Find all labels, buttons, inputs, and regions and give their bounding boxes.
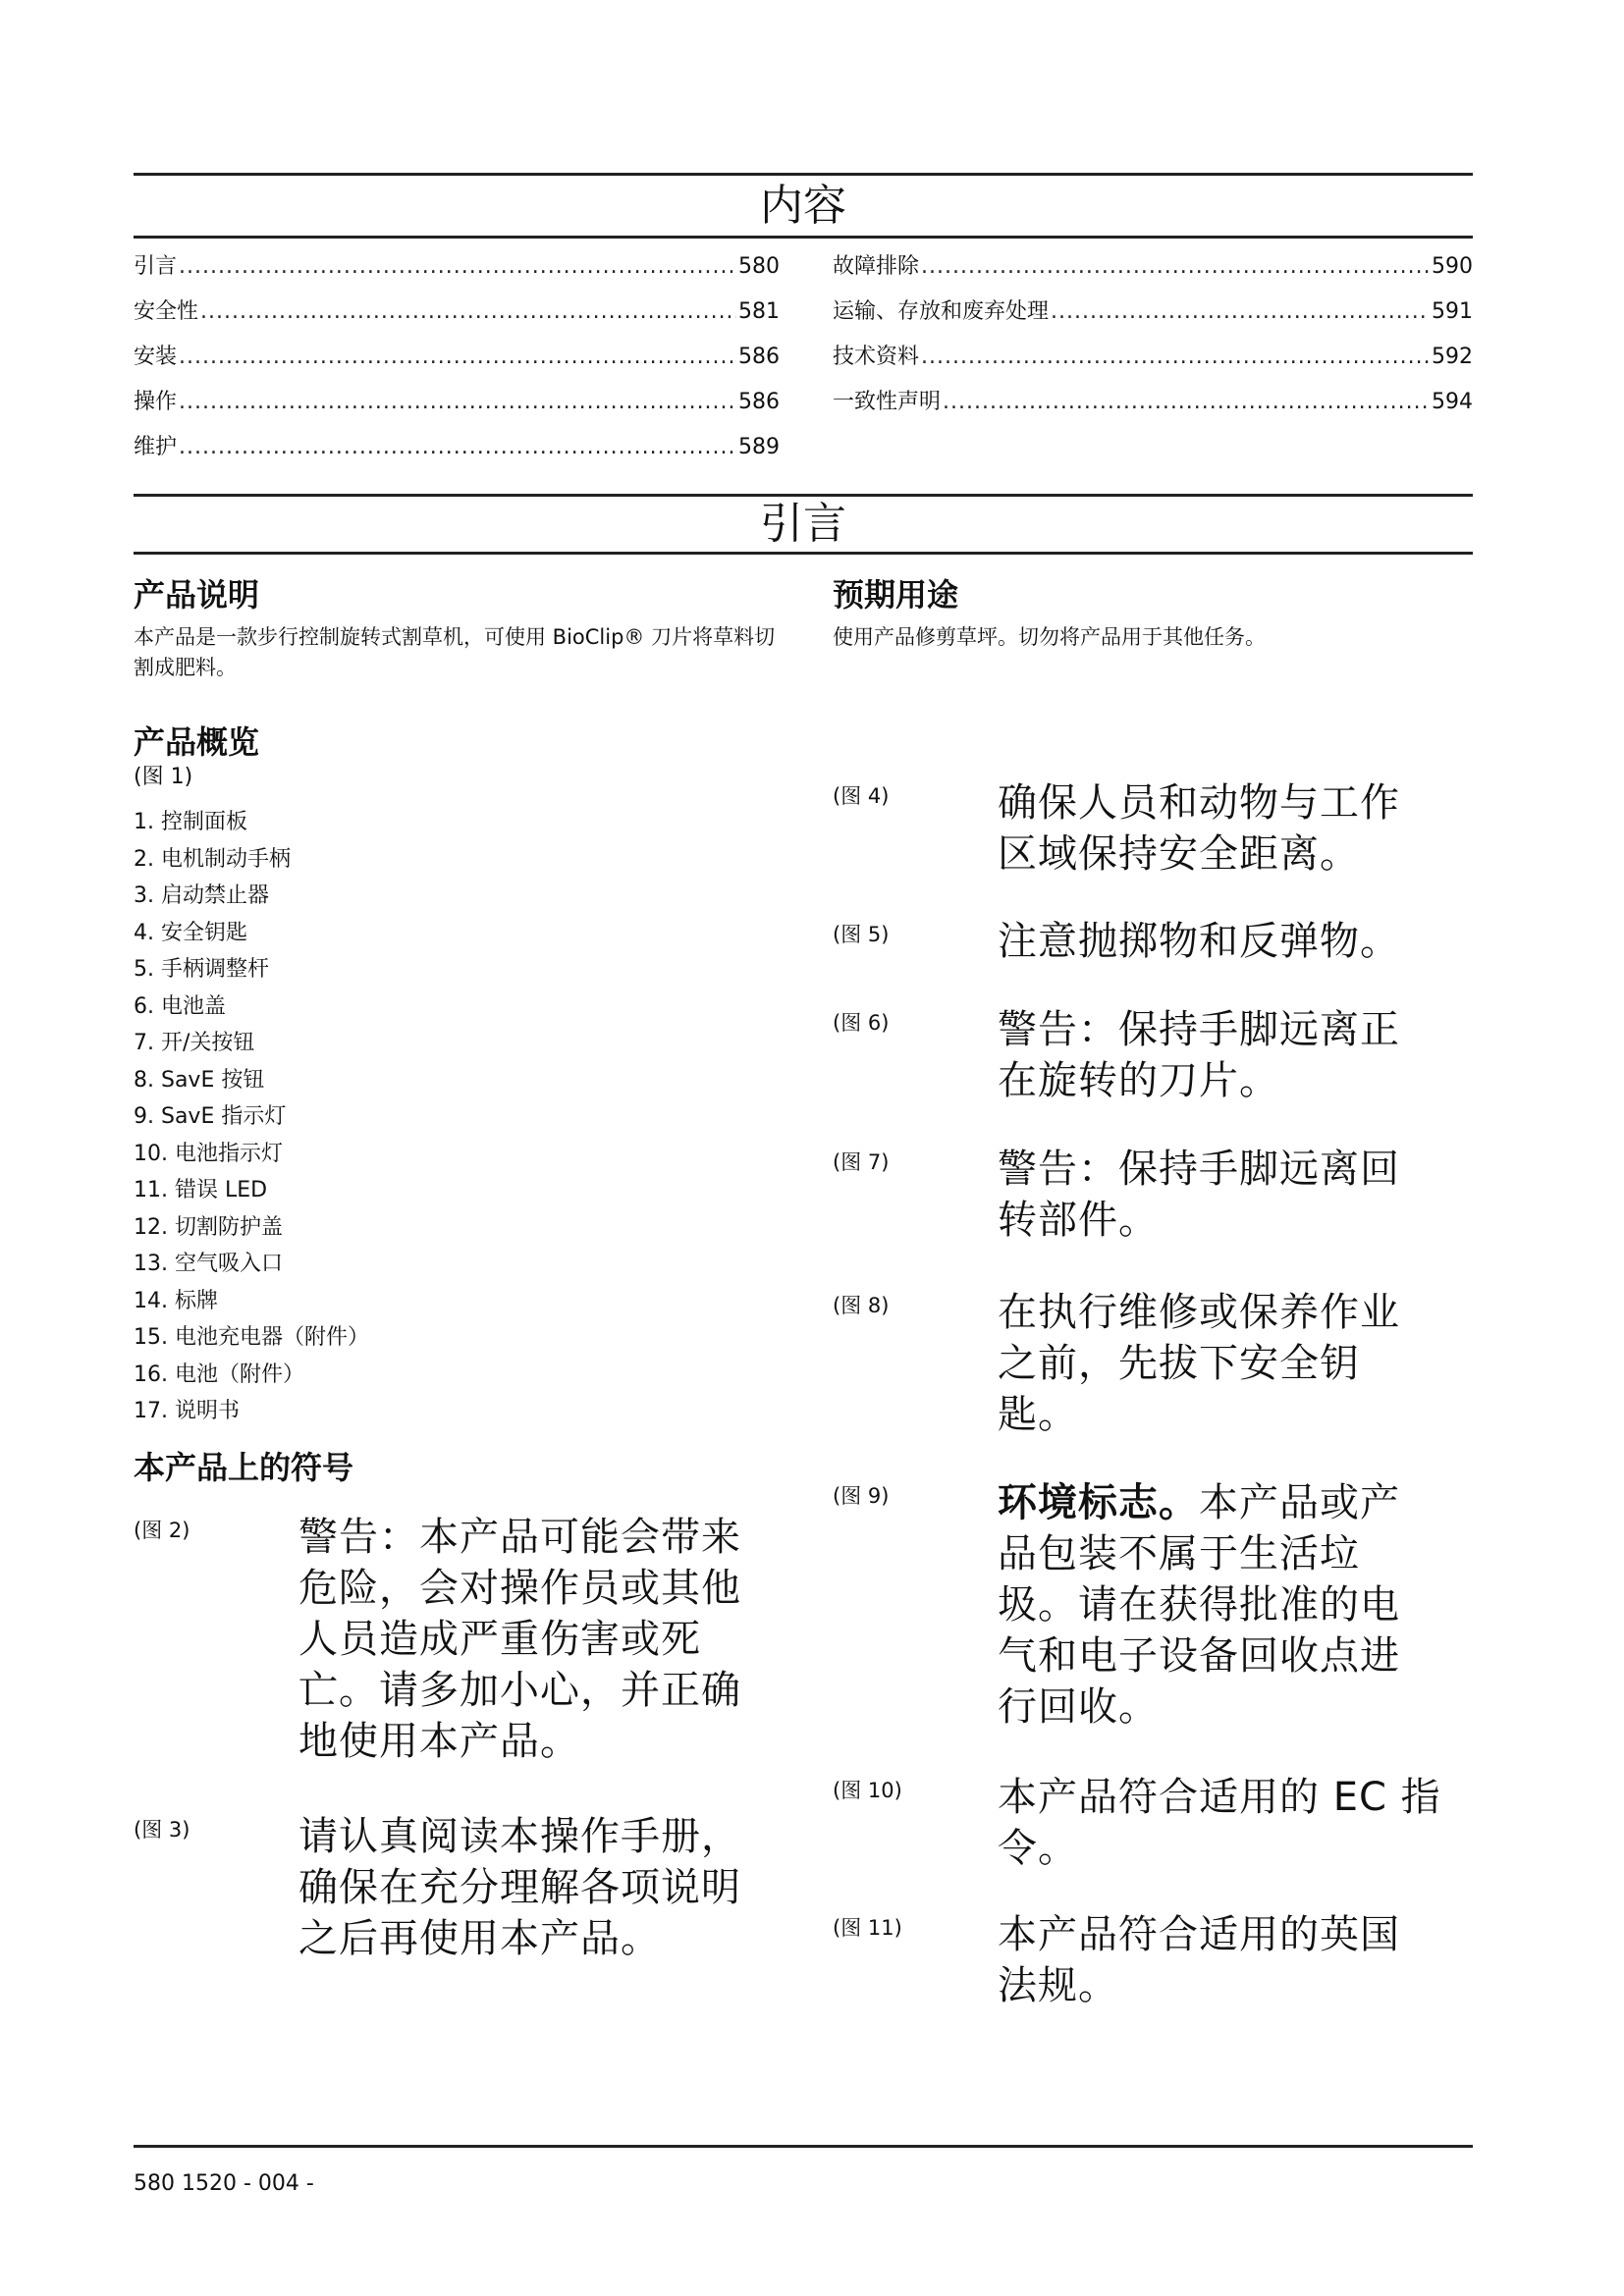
figure-ref: (图 7)	[833, 1150, 890, 1174]
list-item: 12. 切割防护盖	[134, 1214, 283, 1240]
toc-leader-dots	[179, 425, 736, 470]
symbol-note	[833, 1772, 1473, 1874]
product-description-section	[134, 575, 782, 683]
toc-entry[interactable]	[833, 244, 1473, 290]
manual-page	[134, 0, 1473, 2296]
symbol-note-text: 注意抛掷物和反弹物。	[998, 919, 1400, 964]
list-item: 15. 电池充电器（附件）	[134, 1325, 369, 1350]
toc-entry-label: 一致性声明	[833, 390, 942, 414]
figure-ref: (图 5)	[833, 923, 890, 946]
list-item: 13. 空气吸入口	[134, 1252, 283, 1276]
toc-entry[interactable]	[134, 244, 780, 290]
list-item: 6. 电池盖	[134, 993, 226, 1019]
symbol-note	[833, 916, 1473, 967]
toc-entry-label: 安全性	[134, 299, 199, 324]
list-item: 17. 说明书	[134, 1399, 240, 1423]
toc-leader-dots	[943, 380, 1430, 425]
symbol-note-text: 警告：本产品可能会带来危险，会对操作员或其他人员造成严重伤害或死亡。请多加小心，并正确地使用本产品。	[298, 1515, 741, 1764]
toc-leader-dots	[179, 380, 736, 425]
intended-use-heading: 预期用途	[833, 576, 959, 614]
list-item: 7. 开/关按钮	[134, 1031, 255, 1055]
toc-leader-dots	[921, 244, 1430, 290]
figure-ref: (图 10)	[833, 1779, 902, 1802]
figure-ref: (图 2)	[134, 1519, 190, 1542]
symbol-note-text	[998, 1477, 1439, 1733]
toc-entry-page: 589	[738, 435, 780, 459]
overview-figure-ref: (图 1)	[134, 765, 193, 789]
list-item: 3. 启动禁止器	[134, 883, 269, 908]
toc-leader-dots	[179, 335, 736, 380]
list-item: 9. SavE 指示灯	[134, 1104, 287, 1129]
symbol-note-text: 请认真阅读本操作手册，确保在充分理解各项说明之后再使用本产品。	[298, 1814, 741, 1961]
symbol-note-text: 警告：保持手脚远离回转部件。	[998, 1147, 1400, 1243]
intro-bottom-rule	[134, 552, 1473, 555]
intended-use-text: 使用产品修剪草坪。切勿将产品用于其他任务。	[833, 625, 1266, 649]
symbol-note-environment	[833, 1477, 1473, 1733]
symbol-note-body: 本产品或产品包装不属于生活垃圾。请在获得批准的电气和电子设备回收点进行回收。	[998, 1480, 1400, 1730]
toc-leader-dots	[179, 244, 736, 290]
parts-list	[134, 804, 782, 1430]
figure-ref: (图 9)	[833, 1484, 890, 1508]
toc-entry-page: 580	[738, 254, 780, 279]
symbol-note	[833, 1287, 1473, 1440]
footer-rule	[134, 2145, 1473, 2148]
list-item: 5. 手柄调整杆	[134, 957, 269, 982]
toc-entry-label: 操作	[134, 390, 178, 414]
symbol-note	[833, 1144, 1473, 1246]
list-item: 8. SavE 按钮	[134, 1067, 265, 1093]
toc-entry[interactable]	[134, 425, 780, 470]
toc-leader-dots	[921, 335, 1430, 380]
list-item: 1. 控制面板	[134, 810, 247, 834]
list-item: 2. 电机制动手柄	[134, 846, 291, 872]
toc-leader-dots	[1051, 290, 1430, 335]
toc-entry-page: 591	[1432, 299, 1473, 324]
toc-entry-label: 运输、存放和废弃处理	[833, 299, 1050, 324]
symbols-section	[134, 1448, 782, 1487]
toc-entry-label: 技术资料	[833, 345, 920, 369]
product-description-text: 本产品是一款步行控制旋转式割草机，可使用 BioClip® 刀片将草料切割成肥料。	[134, 625, 776, 679]
toc-entry-label: 故障排除	[833, 254, 920, 279]
document-number: 580 1520 - 004 -	[134, 2171, 314, 2196]
product-description-heading: 产品说明	[134, 576, 260, 614]
symbol-note	[833, 1909, 1473, 2011]
symbols-heading: 本产品上的符号	[134, 1449, 354, 1486]
intro-top-rule	[134, 494, 1473, 497]
figure-ref: (图 3)	[134, 1818, 190, 1842]
toc-entry[interactable]	[134, 290, 780, 335]
toc-entry-page: 594	[1432, 390, 1473, 414]
intro-title: 引言	[760, 499, 846, 549]
toc-bottom-rule	[134, 236, 1473, 239]
toc-entry-page: 581	[738, 299, 780, 324]
toc-entry[interactable]	[833, 380, 1473, 425]
symbol-note-bold-lead: 环境标志。	[998, 1480, 1199, 1525]
toc-left-column	[134, 244, 780, 470]
toc-entry[interactable]	[134, 380, 780, 425]
toc-entry[interactable]	[134, 335, 780, 380]
toc-entry[interactable]	[833, 335, 1473, 380]
toc-entry-page: 590	[1432, 254, 1473, 279]
list-item: 11. 错误 LED	[134, 1178, 268, 1202]
symbol-note	[134, 1811, 782, 1964]
toc-entry-label: 引言	[134, 254, 178, 279]
toc-entry[interactable]	[833, 290, 1473, 335]
figure-ref: (图 11)	[833, 1916, 902, 1940]
symbol-note-text: 本产品符合适用的英国法规。	[998, 1912, 1400, 2008]
product-overview-heading: 产品概览	[134, 723, 260, 761]
symbol-note	[833, 777, 1473, 880]
list-item: 4. 安全钥匙	[134, 920, 247, 945]
symbol-note-text: 警告：保持手脚远离正在旋转的刀片。	[998, 1007, 1400, 1103]
toc-entry-label: 安装	[134, 345, 178, 369]
symbol-note	[833, 1004, 1473, 1106]
intended-use-section	[833, 575, 1473, 653]
toc-leader-dots	[200, 290, 736, 335]
symbol-note	[134, 1512, 782, 1767]
toc-entry-page: 586	[738, 345, 780, 369]
symbol-note-text: 确保人员和动物与工作区域保持安全距离。	[998, 780, 1400, 877]
figure-ref: (图 6)	[833, 1011, 890, 1035]
figure-ref: (图 8)	[833, 1294, 890, 1317]
list-item: 10. 电池指示灯	[134, 1141, 283, 1166]
toc-entry-page: 592	[1432, 345, 1473, 369]
figure-ref: (图 4)	[833, 784, 890, 808]
toc-entry-page: 586	[738, 390, 780, 414]
toc-entry-label: 维护	[134, 435, 178, 459]
toc-right-column	[833, 244, 1473, 425]
toc-top-rule	[134, 173, 1473, 176]
symbol-note-text: 在执行维修或保养作业之前，先拔下安全钥匙。	[998, 1290, 1400, 1437]
list-item: 14. 标牌	[134, 1288, 218, 1313]
list-item: 16. 电池（附件）	[134, 1362, 304, 1387]
symbol-note-text: 本产品符合适用的 EC 指令。	[998, 1775, 1441, 1871]
toc-title: 内容	[760, 181, 846, 231]
product-overview-section	[134, 722, 782, 1430]
